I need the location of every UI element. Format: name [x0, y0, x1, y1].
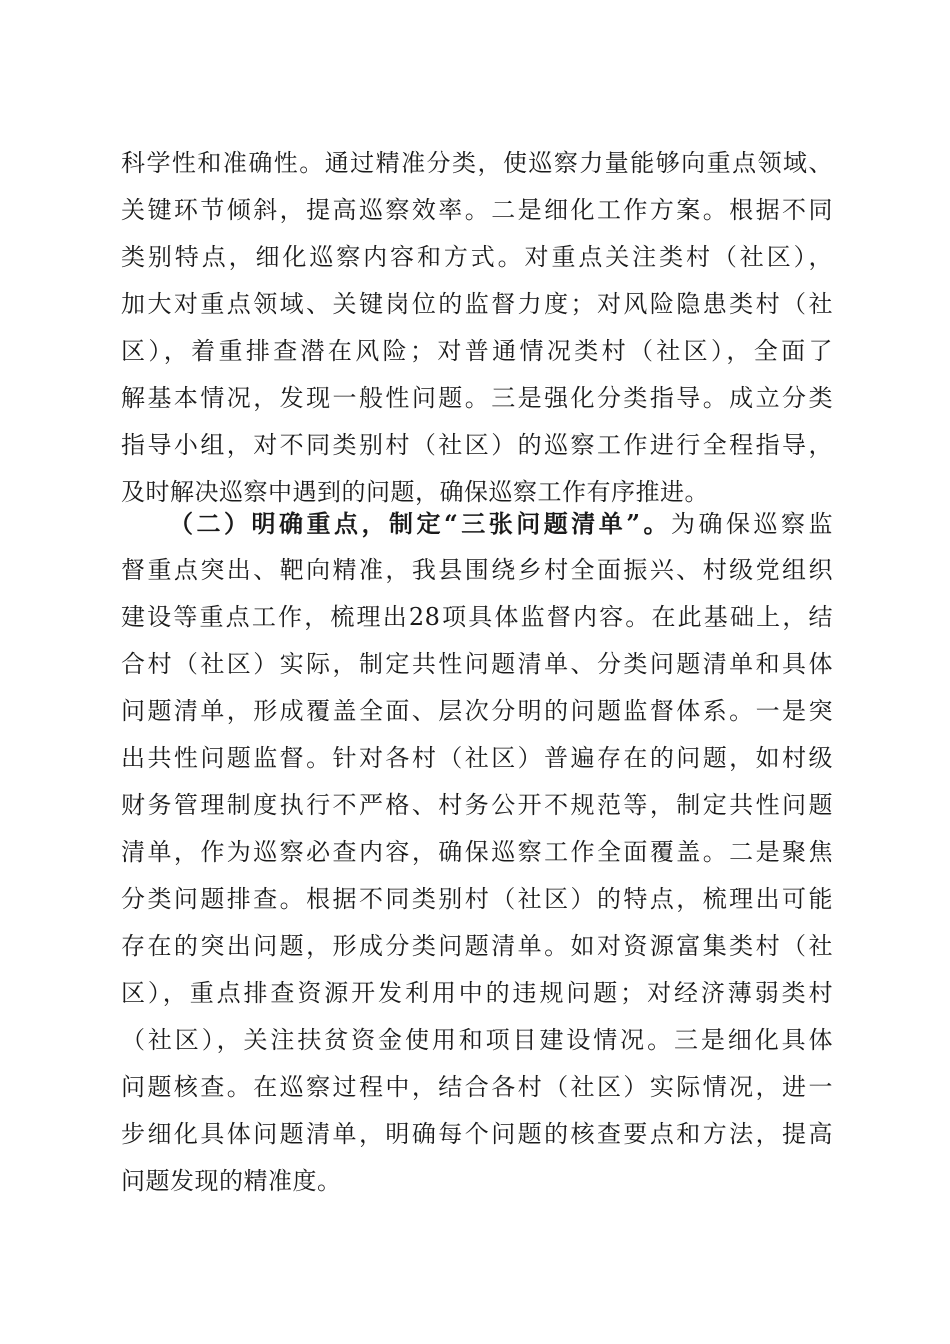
text-line: 出共性问题监督。针对各村（社区）普遍存在的问题，如村级 [121, 744, 833, 772]
section-heading-line [121, 500, 833, 547]
text-line: 问题核查。在巡察过程中，结合各村（社区）实际情况，进一 [121, 1073, 833, 1101]
text-line: 财务管理制度执行不严格、村务公开不规范等，制定共性问题 [121, 791, 833, 819]
text-line: 区），着重排查潜在风险；对普通情况类村（社区），全面了 [121, 337, 833, 365]
text-line: 合村（社区）实际，制定共性问题清单、分类问题清单和具体 [121, 650, 833, 678]
text-line: 类别特点，细化巡察内容和方式。对重点关注类村（社区）， [121, 243, 833, 271]
text-line: 步细化具体问题清单，明确每个问题的核查要点和方法，提高 [121, 1120, 833, 1148]
text-line: 建设等重点工作，梳理出28项具体监督内容。在此基础上，结 [121, 603, 833, 631]
text-line: 存在的突出问题，形成分类问题清单。如对资源富集类村（社 [121, 932, 833, 960]
text-line: 及时解决巡察中遇到的问题，确保巡察工作有序推进。 [121, 478, 709, 506]
text-line: 区），重点排查资源开发利用中的违规问题；对经济薄弱类村 [121, 979, 833, 1007]
text-line: 解基本情况，发现一般性问题。三是强化分类指导。成立分类 [121, 384, 833, 412]
heading-line-body: 为确保巡察监 [671, 510, 834, 538]
text-line: 指导小组，对不同类别村（社区）的巡察工作进行全程指导， [121, 431, 833, 459]
text-line: 问题发现的精准度。 [121, 1167, 342, 1195]
text-line: 加大对重点领域、关键岗位的监督力度；对风险隐患类村（社 [121, 290, 833, 318]
text-line: 科学性和准确性。通过精准分类，使巡察力量能够向重点领域、 [121, 149, 833, 177]
paragraph-section-two [121, 500, 833, 1205]
text-line: 关键环节倾斜，提高巡察效率。二是细化工作方案。根据不同 [121, 196, 833, 224]
section-heading: （二）明确重点，制定“三张问题清单”。 [169, 509, 672, 538]
text-line: 督重点突出、靶向精准，我县围绕乡村全面振兴、村级党组织 [121, 556, 833, 584]
paragraph-continuation [121, 140, 833, 516]
text-line: 清单，作为巡察必查内容，确保巡察工作全面覆盖。二是聚焦 [121, 838, 833, 866]
text-line: 分类问题排查。根据不同类别村（社区）的特点，梳理出可能 [121, 885, 833, 913]
text-line: 问题清单，形成覆盖全面、层次分明的问题监督体系。一是突 [121, 697, 833, 725]
text-line: （社区），关注扶贫资金使用和项目建设情况。三是细化具体 [121, 1026, 833, 1054]
